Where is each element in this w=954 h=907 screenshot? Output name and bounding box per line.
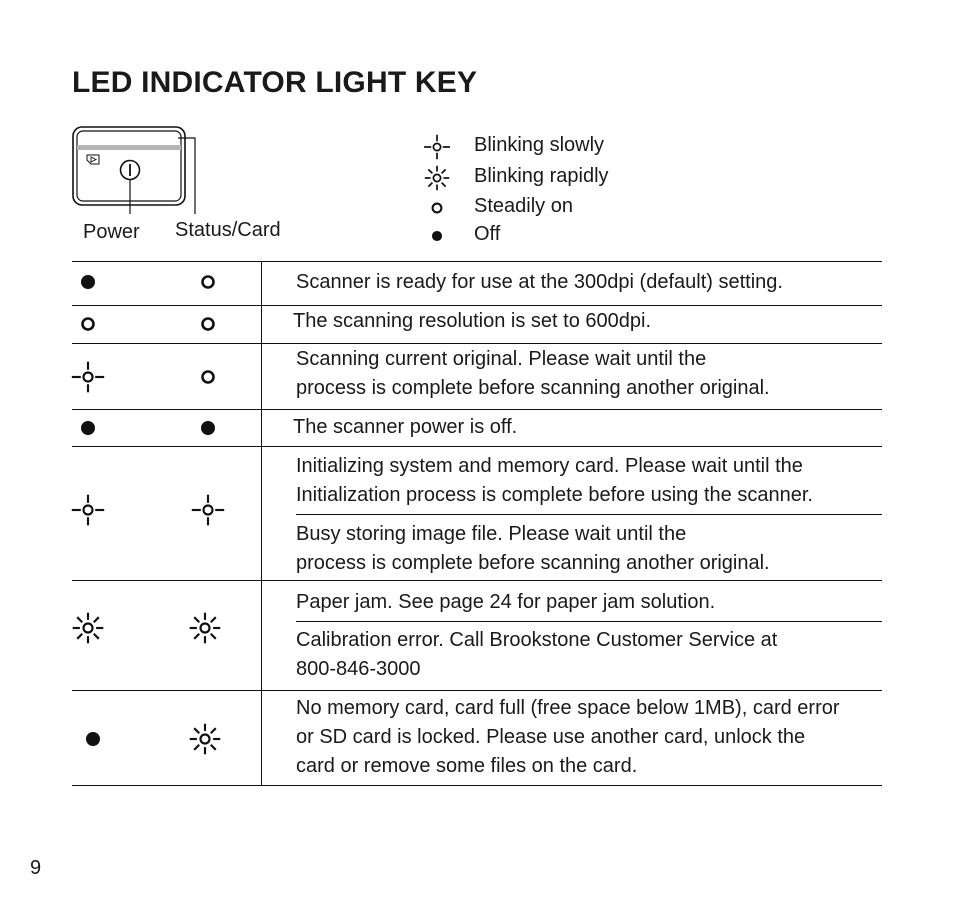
status-description: or SD card is locked. Please use another card, unlock the bbox=[296, 726, 806, 748]
table-divider bbox=[261, 261, 262, 785]
legend-label: Blinking rapidly bbox=[474, 165, 609, 187]
status-description: process is complete before scanning another original. bbox=[296, 377, 770, 399]
blink-slow-icon bbox=[421, 131, 453, 163]
table-rule bbox=[296, 514, 882, 515]
status-card-label: Status/Card bbox=[175, 219, 281, 241]
legend-label: Steadily on bbox=[474, 195, 573, 217]
status-description: Busy storing image file. Please wait until the bbox=[296, 523, 687, 545]
status-description: Paper jam. See page 24 for paper jam solution. bbox=[296, 591, 716, 613]
status-description: 800-846-3000 bbox=[296, 658, 421, 680]
blink-rapid-icon bbox=[185, 719, 225, 759]
off-icon bbox=[186, 406, 230, 450]
page-number: 9 bbox=[30, 857, 42, 879]
off-icon bbox=[421, 220, 453, 252]
status-description: Initialization process is complete before using the scanner. bbox=[296, 484, 813, 506]
blink-rapid-icon bbox=[185, 608, 225, 648]
status-description: Scanning current original. Please wait until the bbox=[296, 348, 707, 370]
table-rule bbox=[72, 446, 882, 447]
off-icon bbox=[71, 717, 115, 761]
status-description: Initializing system and memory card. Please wait until the bbox=[296, 455, 803, 477]
blink-rapid-icon bbox=[421, 162, 453, 194]
legend-label: Blinking slowly bbox=[474, 134, 605, 156]
status-description: No memory card, card full (free space below 1MB), card error bbox=[296, 697, 840, 719]
power-button-icon bbox=[121, 161, 140, 180]
table-rule bbox=[72, 785, 882, 786]
status-description: Scanner is ready for use at the 300dpi (default) setting. bbox=[296, 271, 783, 293]
steady-on-icon bbox=[66, 302, 110, 346]
status-description: The scanner power is off. bbox=[293, 416, 518, 438]
steady-on-icon bbox=[186, 355, 230, 399]
steady-on-icon bbox=[186, 302, 230, 346]
page-title: LED INDICATOR LIGHT KEY bbox=[72, 66, 478, 99]
table-rule bbox=[296, 621, 882, 622]
power-label: Power bbox=[83, 221, 140, 243]
table-rule bbox=[72, 343, 882, 344]
blink-rapid-icon bbox=[68, 608, 108, 648]
status-description: Calibration error. Call Brookstone Customer Service at bbox=[296, 629, 778, 651]
status-description: process is complete before scanning another original. bbox=[296, 552, 770, 574]
legend-label: Off bbox=[474, 223, 501, 245]
status-description: The scanning resolution is set to 600dpi. bbox=[293, 310, 651, 332]
table-rule bbox=[72, 690, 882, 691]
off-icon bbox=[66, 406, 110, 450]
blink-slow-icon bbox=[68, 490, 108, 530]
scanner-panel-diagram bbox=[70, 124, 200, 224]
sd-card-icon bbox=[87, 155, 99, 164]
off-icon bbox=[66, 260, 110, 304]
table-rule bbox=[72, 580, 882, 581]
steady-on-icon bbox=[186, 260, 230, 304]
blink-slow-icon bbox=[68, 357, 108, 397]
status-description: card or remove some files on the card. bbox=[296, 755, 638, 777]
blink-slow-icon bbox=[188, 490, 228, 530]
